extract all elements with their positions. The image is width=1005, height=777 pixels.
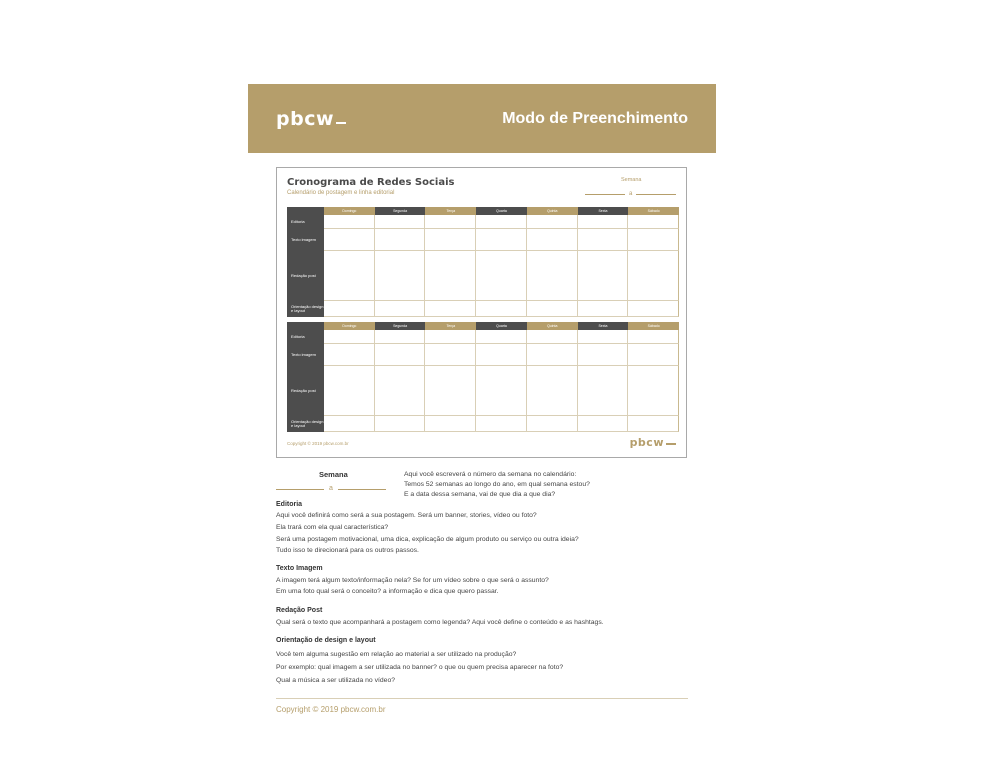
grid-cell [375,366,426,416]
week-label: Semana [319,470,348,479]
week-grid-1 [287,207,679,317]
grid-cell [324,229,375,251]
grid-row [287,215,679,229]
schedule-sheet-preview [276,167,687,458]
row-label: Redação post [287,366,324,416]
row-label: Redação post [287,251,324,301]
section-orientacao-title: Orientação de design e layout [276,637,376,644]
day-header: Sexta [578,322,629,330]
footer-divider [276,698,688,699]
grid-row [287,229,679,251]
grid-row [287,416,679,432]
orientacao-line: Por exemplo: qual imagem a ser utilizada no banner? o que ou quem precisa aparecer na foto? [276,664,564,671]
grid-cell [628,229,679,251]
section-redacao-post-title: Redação Post [276,607,323,614]
sheet-week-fields: a [585,188,676,197]
grid-cell [324,251,375,301]
day-header: Sábado [628,207,679,215]
grid-cell [425,251,476,301]
grid-cell [578,229,629,251]
grid-cell [375,251,426,301]
row-label: Orientação design e layout [287,416,324,432]
texto-imagem-line: A imagem terá algum texto/informação nela? Se for um vídeo sobre o que será o assunto? [276,577,549,584]
section-editoria-title: Editoria [276,501,303,508]
day-header: Quarta [476,322,527,330]
grid-cell [527,229,578,251]
day-header: Terça [425,322,476,330]
grid-row [287,330,679,344]
grid-cell [324,215,375,229]
grid-cell [578,301,629,317]
brand-logo: pbcw [276,108,346,130]
grid-cell [375,344,426,366]
row-label: Editoria [287,215,324,229]
grid-cell [578,416,629,432]
grid-corner [287,207,324,215]
grid-cell [425,416,476,432]
grid-cell [324,366,375,416]
page-title: Modo de Preenchimento [502,109,688,127]
day-header: Segunda [375,207,426,215]
sheet-subtitle: Calendário de postagem e linha editorial [287,190,395,196]
day-header: Domingo [324,207,375,215]
editoria-line: Ela trará com ela qual característica? [276,524,389,531]
grid-cell [425,366,476,416]
grid-cell [628,251,679,301]
grid-row [287,366,679,416]
redacao-post-line: Qual será o texto que acompanhará a postagem como legenda? Aqui você define o conteúdo e as hashtags. [276,619,604,626]
grid-cell [527,215,578,229]
grid-corner [287,322,324,330]
day-header: Quarta [476,207,527,215]
grid-cell [375,229,426,251]
sheet-week-end-field [636,188,676,195]
row-label: Editoria [287,330,324,344]
grid-cell [324,301,375,317]
grid-cell [375,215,426,229]
grid-cell [476,330,527,344]
day-header: Sexta [578,207,629,215]
grid-cell [628,301,679,317]
grid-cell [324,330,375,344]
grid-cell [578,330,629,344]
day-header: Sábado [628,322,679,330]
grid-cell [578,251,629,301]
sheet-week-label: Semana [621,177,642,183]
grid-cell [476,416,527,432]
orientacao-line: Você tem alguma sugestão em relação ao material a ser utilizado na produção? [276,651,517,658]
header-banner [248,84,716,153]
grid-cell [476,251,527,301]
grid-header-row [287,207,679,215]
grid-row [287,251,679,301]
grid-cell [375,301,426,317]
day-header: Quinta [527,207,578,215]
footer-copyright: Copyright © 2019 pbcw.com.br [276,705,386,714]
grid-cell [324,344,375,366]
grid-cell [578,366,629,416]
day-header: Terça [425,207,476,215]
grid-cell [578,215,629,229]
grid-cell [527,366,578,416]
grid-cell [425,330,476,344]
grid-cell [425,344,476,366]
grid-cell [628,416,679,432]
grid-cell [527,416,578,432]
grid-cell [628,366,679,416]
row-label: Orientação design e layout [287,301,324,317]
week-end-field [338,482,386,490]
grid-cell [578,344,629,366]
grid-cell [527,301,578,317]
editoria-line: Será uma postagem motivacional, uma dica, explicação de algum produto ou serviço ou outra ideia? [276,536,579,543]
grid-cell [476,344,527,366]
grid-cell [628,344,679,366]
week-fields: a [276,482,386,492]
sheet-copyright: Copyright © 2019 pbcw.com.br [287,441,349,446]
grid-cell [628,330,679,344]
grid-cell [476,215,527,229]
orientacao-line: Qual a música a ser utilizada no vídeo? [276,677,396,684]
day-header: Segunda [375,322,426,330]
grid-cell [527,344,578,366]
grid-cell [476,366,527,416]
grid-cell [425,229,476,251]
week-grid-2 [287,322,679,432]
sheet-logo: pbcw [630,436,676,449]
texto-imagem-line: Em uma foto qual será o conceito? a informação e dica que quero passar. [276,588,499,595]
grid-row [287,344,679,366]
grid-cell [425,215,476,229]
row-label: Texto imagem [287,229,324,251]
day-header: Quinta [527,322,578,330]
grid-row [287,301,679,317]
section-texto-imagem-title: Texto Imagem [276,565,323,572]
grid-cell [527,251,578,301]
grid-cell [375,330,426,344]
editoria-line: Aqui você definirá como será a sua postagem. Será um banner, stories, vídeo ou foto? [276,512,537,519]
grid-cell [628,215,679,229]
row-label: Texto imagem [287,344,324,366]
grid-header-row [287,322,679,330]
grid-cell [425,301,476,317]
sheet-week-start-field [585,188,625,195]
day-header: Domingo [324,322,375,330]
grid-cell [527,330,578,344]
sheet-title: Cronograma de Redes Sociais [287,177,455,188]
grid-cell [324,416,375,432]
week-explanation: Aqui você escreverá o número da semana no calendário: Temos 52 semanas ao longo do ano, em qual semana estou? E a data dessa semana, vai de que dia a que dia? [404,471,590,498]
grid-cell [476,301,527,317]
editoria-line: Tudo isso te direcionará para os outros passos. [276,547,419,554]
week-start-field [276,482,324,490]
grid-cell [476,229,527,251]
grid-cell [375,416,426,432]
